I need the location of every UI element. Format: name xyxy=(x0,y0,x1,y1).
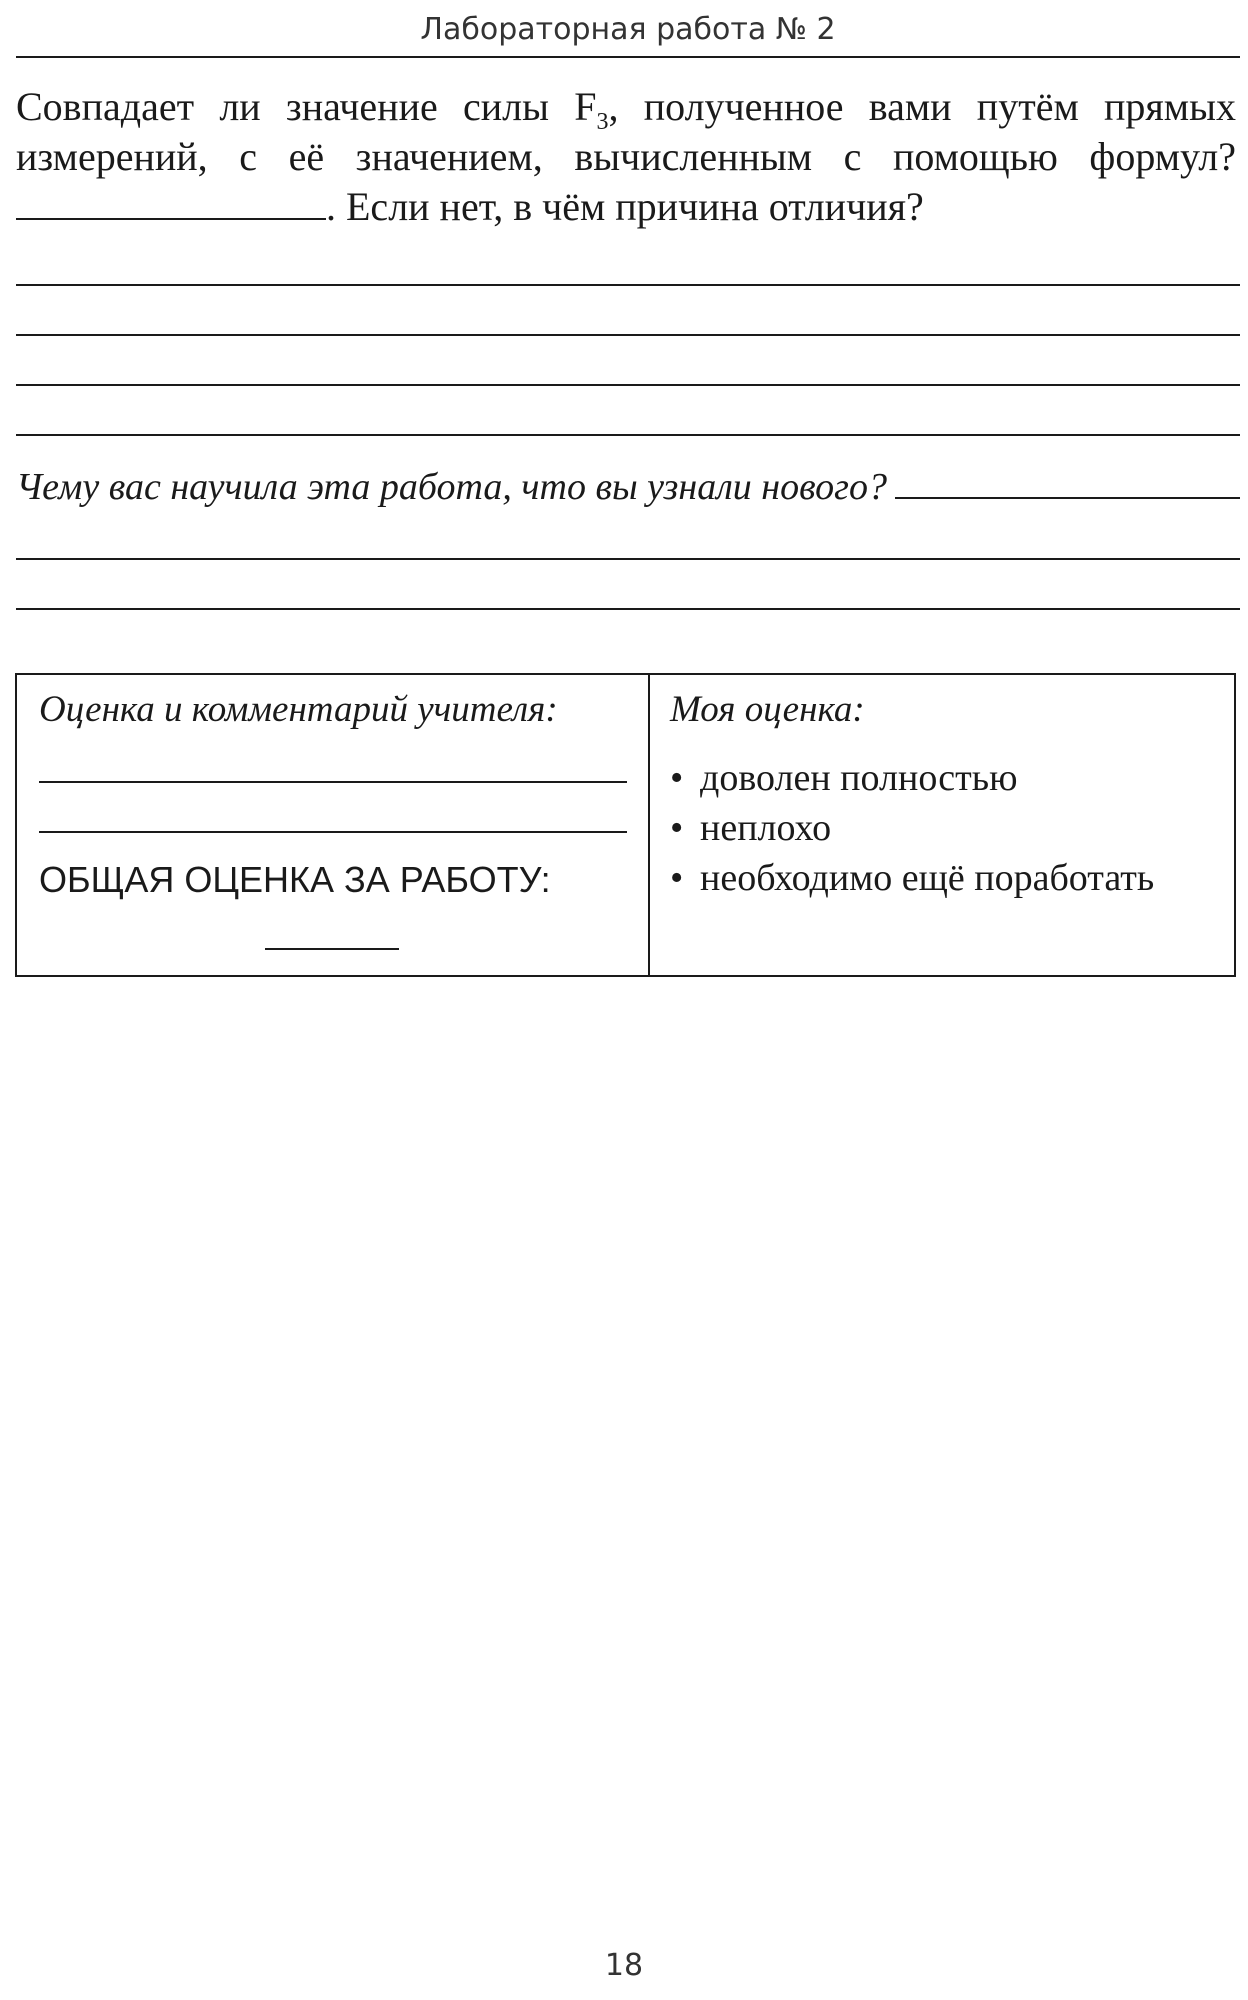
total-grade-label: ОБЩАЯ ОЦЕНКА ЗА РАБОТУ: xyxy=(39,859,551,900)
learned-line-2[interactable] xyxy=(16,608,1240,610)
self-evaluation-option[interactable] xyxy=(670,853,1154,903)
learned-question xyxy=(16,462,1240,512)
question-text-start: Совпадает ли значение силы F xyxy=(16,84,597,129)
answer-line-2[interactable] xyxy=(16,334,1240,336)
question-follow-up: . Если нет, в чём причина отличия? xyxy=(326,184,924,229)
bullet-icon: • xyxy=(670,757,684,799)
option-label: доволен полностью xyxy=(700,757,1018,799)
header-title: Лабораторная работа № 2 xyxy=(420,12,836,47)
teacher-evaluation-cell xyxy=(17,675,650,975)
bullet-icon: • xyxy=(670,857,684,899)
learned-answer-blank[interactable] xyxy=(895,467,1240,499)
force-subscript: 3 xyxy=(596,109,609,135)
answer-line-3[interactable] xyxy=(16,384,1240,386)
answer-blank-yes-no[interactable] xyxy=(16,182,326,220)
learned-prompt: Чему вас научила эта работа, что вы узнали нового? xyxy=(16,466,887,508)
self-evaluation-option[interactable] xyxy=(670,753,1154,803)
teacher-comment-line-2[interactable] xyxy=(39,831,627,833)
teacher-evaluation-title: Оценка и комментарий учителя: xyxy=(39,689,558,730)
running-header xyxy=(16,4,1240,58)
self-evaluation-title: Моя оценка: xyxy=(670,689,865,730)
self-evaluation-cell xyxy=(650,675,1234,975)
evaluation-table xyxy=(15,673,1236,977)
option-label: неплохо xyxy=(700,807,832,849)
self-evaluation-option[interactable] xyxy=(670,803,1154,853)
page-number: 18 xyxy=(604,1948,644,1983)
total-grade-blank[interactable] xyxy=(265,948,399,950)
answer-line-1[interactable] xyxy=(16,284,1240,286)
option-label: необходимо ещё поработать xyxy=(700,857,1155,899)
answer-line-4[interactable] xyxy=(16,434,1240,436)
question-f3 xyxy=(16,82,1236,232)
question-text-rest: , полученное вами путём прямых измерений, с её значением, вычисленным с помощью формул? xyxy=(16,84,1236,179)
teacher-comment-line-1[interactable] xyxy=(39,781,627,783)
learned-line-1[interactable] xyxy=(16,558,1240,560)
bullet-icon: • xyxy=(670,807,684,849)
self-evaluation-options xyxy=(670,753,1154,903)
